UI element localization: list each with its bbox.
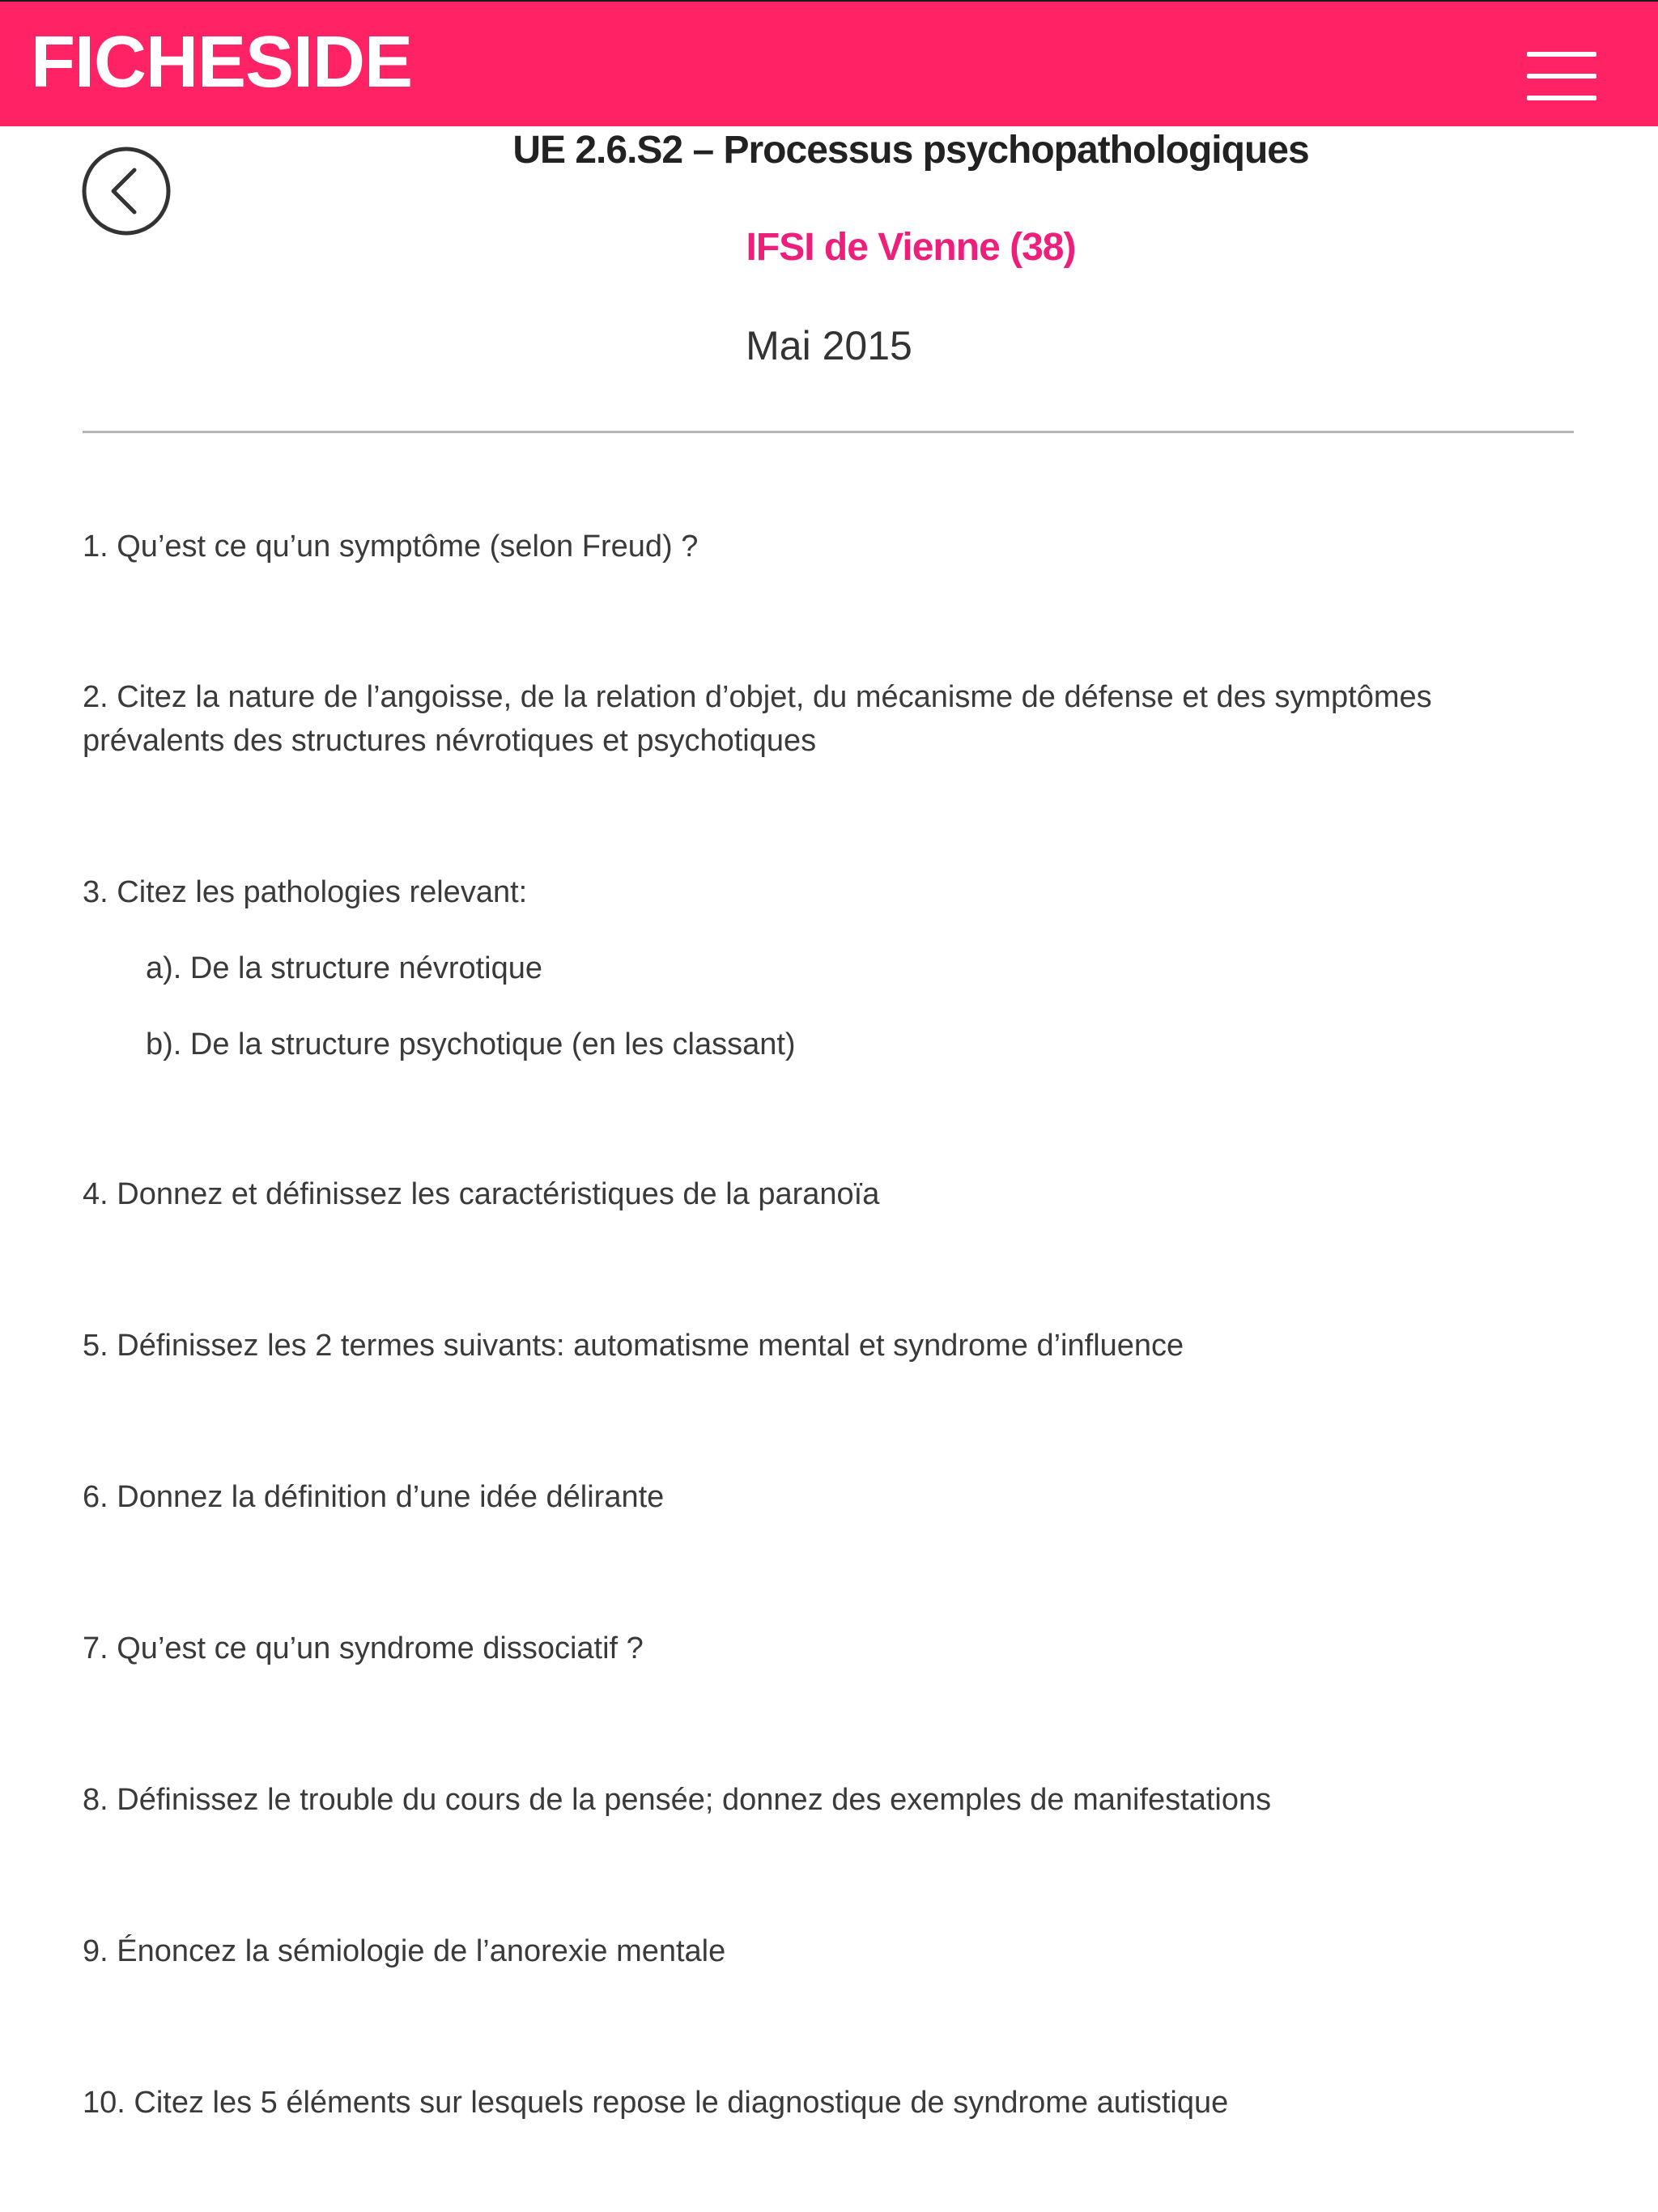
divider — [83, 431, 1574, 433]
menu-button[interactable] — [1527, 47, 1596, 105]
question-3: 3. Citez les pathologies relevant: — [83, 875, 528, 909]
question-1: 1. Qu’est ce qu’un symptôme (selon Freud) ? — [83, 530, 699, 564]
brand-logo[interactable]: FICHESIDE — [31, 22, 413, 103]
exam-date: Mai 2015 — [746, 323, 912, 368]
question-3-item-b: b). De la structure psychotique (en les classant) — [146, 1027, 796, 1061]
question-3-item-a: a). De la structure névrotique — [146, 951, 543, 985]
question-2: 2. Citez la nature de l’angoisse, de la relation d’objet, du mécanisme de défense et des symptômes prévalents des structures névrotiques et psychotiques — [83, 680, 1432, 758]
app-header — [0, 0, 1658, 126]
question-5: 5. Définissez les 2 termes suivants: automatisme mental et syndrome d’influence — [83, 1329, 1184, 1363]
question-7: 7. Qu’est ce qu’un syndrome dissociatif ? — [83, 1631, 644, 1665]
question-4: 4. Donnez et définissez les caractéristiques de la paranoïa — [83, 1177, 880, 1211]
question-9: 9. Énoncez la sémiologie de l’anorexie mentale — [83, 1934, 726, 1968]
question-10: 10. Citez les 5 éléments sur lesquels repose le diagnostique de syndrome autistique — [83, 2086, 1229, 2120]
hamburger-menu-icon — [1527, 52, 1596, 57]
question-6: 6. Donnez la définition d’une idée délirante — [83, 1480, 665, 1514]
institution-name: IFSI de Vienne (38) — [746, 226, 1076, 269]
question-8: 8. Définissez le trouble du cours de la pensée; donnez des exemples de manifestations — [83, 1783, 1272, 1817]
course-title: UE 2.6.S2 – Processus psychopathologiques — [512, 129, 1309, 172]
